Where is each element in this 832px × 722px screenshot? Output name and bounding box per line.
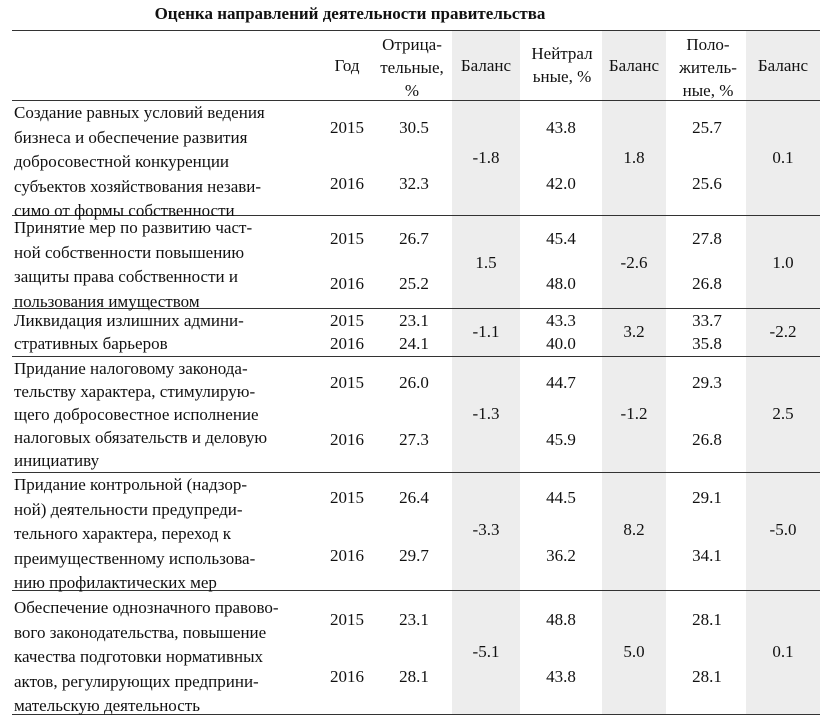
row-4-neutral-2016: 45.9 (546, 430, 576, 449)
row-6-year-2015: 2015 (330, 610, 364, 629)
desc-line: вого законодательства, повышение (14, 622, 267, 642)
desc-line: добросовестной конкуренции (14, 152, 230, 171)
row-3-neutral-2015: 43.3 (546, 311, 576, 330)
row-1-negative-2016: 32.3 (399, 174, 429, 193)
desc-line: нию профилактических мер (14, 573, 217, 592)
row-4-year-2016: 2016 (330, 430, 364, 449)
row-4-positive-2015: 29.3 (692, 373, 722, 392)
row-1-balance-2: 1.8 (623, 148, 645, 167)
row-2-balance-1: 1.5 (475, 253, 497, 272)
desc-line: тельству характера, стимулирую- (14, 382, 256, 401)
row-2-balance-3: 1.0 (772, 253, 794, 272)
row-1-neutral-2015: 43.8 (546, 118, 576, 137)
row-2-negative-2016: 25.2 (399, 274, 429, 293)
row-4-description (14, 357, 316, 472)
desc-line: ной собственности повышению (14, 242, 245, 262)
row-6-year-2016: 2016 (330, 667, 364, 686)
row-2-positive-2015: 27.8 (692, 229, 722, 248)
header-negative-line: тельные, (380, 58, 444, 77)
row-6-neutral-2015: 48.8 (546, 610, 576, 629)
header-balance-2: Баланс (608, 56, 660, 75)
row-3-balance-2: 3.2 (623, 322, 645, 341)
header-neutral-line: Нейтрал (531, 44, 593, 63)
desc-line: качества подготовки нормативных (14, 647, 264, 666)
row-1-balance-1: -1.8 (472, 148, 500, 167)
row-6-positive-2016: 28.1 (692, 667, 722, 686)
rule-top (12, 30, 820, 31)
desc-line: пользования имуществом (14, 291, 200, 311)
desc-line: мательскую деятельность (14, 696, 200, 715)
row-5-description (14, 473, 316, 596)
row-5-negative-2016: 29.7 (399, 546, 429, 565)
balance-column-shade-2 (602, 31, 666, 715)
desc-line: налоговых обязательств и деловую (14, 428, 268, 447)
row-1-positive-2015: 25.7 (692, 118, 722, 137)
row-1-year-2016: 2016 (330, 174, 364, 193)
row-5-positive-2016: 34.1 (692, 546, 722, 565)
header-positive-line: ные, % (682, 81, 734, 100)
row-6-negative-2015: 23.1 (399, 610, 429, 629)
desc-line: стративных барьеров (14, 334, 168, 353)
row-6-balance-2: 5.0 (623, 642, 645, 661)
row-4-positive-2016: 26.8 (692, 430, 722, 449)
row-2-negative-2015: 26.7 (399, 229, 429, 248)
header-negative-line: Отрица- (382, 35, 442, 54)
desc-line: актов, регулирующих предприни- (14, 671, 259, 691)
row-1-balance-3: 0.1 (772, 148, 794, 167)
desc-line: Придание налоговому законода- (14, 359, 248, 378)
desc-line: преимущественному использова- (14, 548, 256, 568)
row-5-year-2016: 2016 (330, 546, 364, 565)
row-6-description (14, 596, 316, 719)
row-2-year-2016: 2016 (330, 274, 364, 293)
row-5-neutral-2016: 36.2 (546, 546, 576, 565)
row-6-positive-2015: 28.1 (692, 610, 722, 629)
row-1-year-2015: 2015 (330, 118, 364, 137)
header-positive-line: Поло- (686, 35, 730, 54)
row-6-negative-2016: 28.1 (399, 667, 429, 686)
row-6-balance-3: 0.1 (772, 642, 794, 661)
row-5-negative-2015: 26.4 (399, 488, 429, 507)
desc-line: инициативу (14, 451, 100, 470)
row-1-description (14, 101, 316, 224)
row-3-description (14, 309, 316, 355)
header-year: Год (334, 56, 360, 75)
row-2-year-2015: 2015 (330, 229, 364, 248)
table-title: Оценка направлений деятельности правительства (154, 4, 546, 23)
row-3-negative-2016: 24.1 (399, 334, 429, 353)
row-2-neutral-2016: 48.0 (546, 274, 576, 293)
row-6-balance-1: -5.1 (472, 642, 500, 661)
header-neutral (522, 42, 602, 88)
row-5-balance-1: -3.3 (472, 520, 500, 539)
desc-line: Обеспечение однозначного правово- (14, 598, 279, 617)
desc-line: Ликвидация излишних админи- (14, 311, 244, 330)
header-positive-line: житель- (679, 58, 737, 77)
row-3-year-2015: 2015 (330, 311, 364, 330)
desc-line: субъектов хозяйствования незави- (14, 176, 262, 196)
row-4-balance-1: -1.3 (472, 404, 500, 423)
desc-line: бизнеса и обеспечение развития (14, 127, 248, 147)
row-1-positive-2016: 25.6 (692, 174, 722, 193)
row-4-neutral-2015: 44.7 (546, 373, 576, 392)
header-neutral-line: ьные, % (532, 67, 592, 86)
row-4-balance-2: -1.2 (620, 404, 648, 423)
desc-line: ной) деятельности предупреди- (14, 499, 243, 519)
row-3-positive-2015: 33.7 (692, 311, 722, 330)
row-2-balance-2: -2.6 (620, 253, 648, 272)
row-5-balance-3: -5.0 (769, 520, 797, 539)
row-4-negative-2016: 27.3 (399, 430, 429, 449)
header-negative (374, 33, 450, 102)
header-negative-line: % (404, 81, 420, 100)
desc-line: щего добросовестное исполнение (14, 405, 259, 424)
row-1-neutral-2016: 42.0 (546, 174, 576, 193)
row-4-negative-2015: 26.0 (399, 373, 429, 392)
row-3-balance-1: -1.1 (472, 322, 500, 341)
desc-line: Принятие мер по развитию част- (14, 218, 253, 237)
header-positive (670, 33, 746, 102)
row-5-balance-2: 8.2 (623, 520, 645, 539)
header-balance-1: Баланс (460, 56, 512, 75)
row-2-positive-2016: 26.8 (692, 274, 722, 293)
row-5-year-2015: 2015 (330, 488, 364, 507)
header-balance-3: Баланс (757, 56, 809, 75)
desc-line: защиты права собственности и (14, 267, 238, 286)
desc-line: Придание контрольной (надзор- (14, 475, 248, 494)
desc-line: тельного характера, переход к (14, 524, 232, 543)
row-2-description (14, 216, 316, 314)
row-3-neutral-2016: 40.0 (546, 334, 576, 353)
row-6-neutral-2016: 43.8 (546, 667, 576, 686)
row-4-year-2015: 2015 (330, 373, 364, 392)
row-3-balance-3: -2.2 (769, 322, 797, 341)
row-2-neutral-2015: 45.4 (546, 229, 576, 248)
desc-line: Создание равных условий ведения (14, 103, 265, 122)
balance-column-shade-1 (452, 31, 520, 715)
row-5-positive-2015: 29.1 (692, 488, 722, 507)
balance-column-shade-3 (746, 31, 820, 715)
row-3-negative-2015: 23.1 (399, 311, 429, 330)
row-5-neutral-2015: 44.5 (546, 488, 576, 507)
row-3-positive-2016: 35.8 (692, 334, 722, 353)
row-1-negative-2015: 30.5 (399, 118, 429, 137)
desc-line: симо от формы собственности (14, 201, 235, 220)
row-3-year-2016: 2016 (330, 334, 364, 353)
row-4-balance-3: 2.5 (772, 404, 794, 423)
